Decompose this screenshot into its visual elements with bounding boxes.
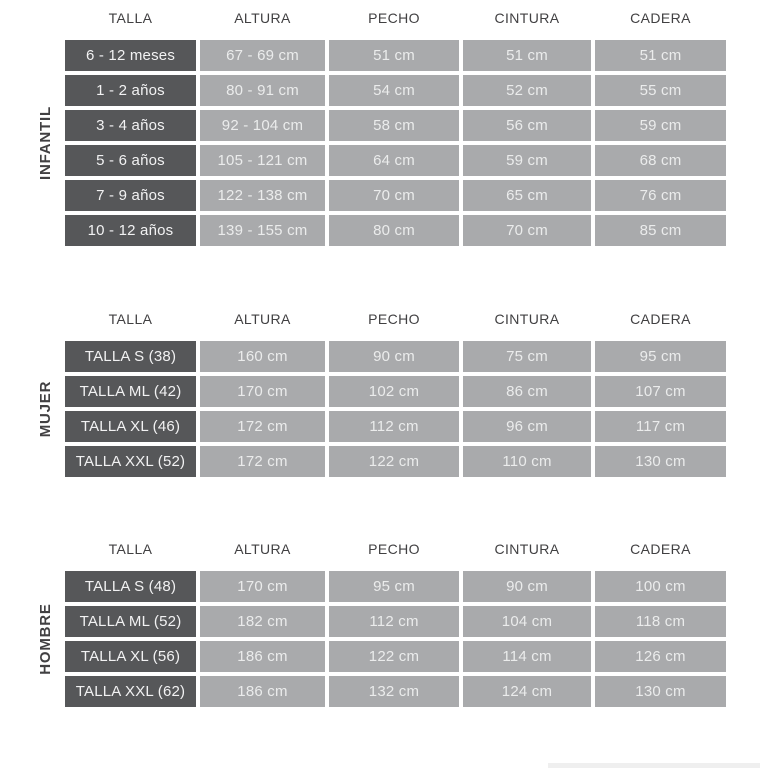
cintura-cell: 114 cm xyxy=(463,641,591,672)
cadera-cell: 95 cm xyxy=(595,341,726,372)
altura-cell: 160 cm xyxy=(200,341,325,372)
column-header-talla: TALLA xyxy=(108,310,153,327)
pecho-cell: 90 cm xyxy=(329,341,459,372)
column-header-cadera: CADERA xyxy=(630,540,691,557)
table-row xyxy=(65,641,726,672)
altura-cell: 170 cm xyxy=(200,376,325,407)
watermark-remnant xyxy=(548,763,760,768)
pecho-cell: 51 cm xyxy=(329,40,459,71)
altura-cell: 122 - 138 cm xyxy=(200,180,325,211)
column-header-altura: ALTURA xyxy=(234,540,291,557)
altura-cell: 172 cm xyxy=(200,446,325,477)
cintura-cell: 110 cm xyxy=(463,446,591,477)
column-headers xyxy=(65,537,726,560)
cintura-cell: 65 cm xyxy=(463,180,591,211)
cintura-cell: 51 cm xyxy=(463,40,591,71)
talla-cell: TALLA ML (52) xyxy=(65,606,196,637)
altura-cell: 186 cm xyxy=(200,641,325,672)
cadera-cell: 107 cm xyxy=(595,376,726,407)
table-row xyxy=(65,676,726,707)
table-row xyxy=(65,571,726,602)
cadera-cell: 85 cm xyxy=(595,215,726,246)
altura-cell: 172 cm xyxy=(200,411,325,442)
talla-cell: 3 - 4 años xyxy=(65,110,196,141)
cintura-cell: 90 cm xyxy=(463,571,591,602)
table-row xyxy=(65,341,726,372)
group-label-hombre: HOMBRE xyxy=(37,603,54,675)
talla-cell: 10 - 12 años xyxy=(65,215,196,246)
talla-cell: TALLA S (48) xyxy=(65,571,196,602)
column-header-pecho: PECHO xyxy=(368,310,420,327)
column-header-talla: TALLA xyxy=(108,540,153,557)
pecho-cell: 122 cm xyxy=(329,446,459,477)
column-header-cintura: CINTURA xyxy=(494,9,560,26)
altura-cell: 186 cm xyxy=(200,676,325,707)
cintura-cell: 70 cm xyxy=(463,215,591,246)
table-row xyxy=(65,145,726,176)
table-row xyxy=(65,446,726,477)
table-row xyxy=(65,411,726,442)
pecho-cell: 112 cm xyxy=(329,411,459,442)
table-infantil xyxy=(37,6,726,250)
altura-cell: 67 - 69 cm xyxy=(200,40,325,71)
column-header-talla: TALLA xyxy=(108,9,153,26)
table-row xyxy=(65,606,726,637)
table-mujer xyxy=(37,307,726,481)
talla-cell: 1 - 2 años xyxy=(65,75,196,106)
altura-cell: 92 - 104 cm xyxy=(200,110,325,141)
pecho-cell: 95 cm xyxy=(329,571,459,602)
cintura-cell: 104 cm xyxy=(463,606,591,637)
column-header-pecho: PECHO xyxy=(368,9,420,26)
cadera-cell: 76 cm xyxy=(595,180,726,211)
pecho-cell: 58 cm xyxy=(329,110,459,141)
pecho-cell: 122 cm xyxy=(329,641,459,672)
cintura-cell: 52 cm xyxy=(463,75,591,106)
column-headers xyxy=(65,307,726,330)
cintura-cell: 86 cm xyxy=(463,376,591,407)
cadera-cell: 68 cm xyxy=(595,145,726,176)
column-header-cintura: CINTURA xyxy=(494,540,560,557)
altura-cell: 139 - 155 cm xyxy=(200,215,325,246)
table-row xyxy=(65,75,726,106)
table-row xyxy=(65,110,726,141)
talla-cell: 7 - 9 años xyxy=(65,180,196,211)
table-row xyxy=(65,180,726,211)
talla-cell: TALLA XL (56) xyxy=(65,641,196,672)
cintura-cell: 75 cm xyxy=(463,341,591,372)
pecho-cell: 132 cm xyxy=(329,676,459,707)
pecho-cell: 54 cm xyxy=(329,75,459,106)
table-row xyxy=(65,215,726,246)
column-header-cadera: CADERA xyxy=(630,310,691,327)
cadera-cell: 55 cm xyxy=(595,75,726,106)
pecho-cell: 112 cm xyxy=(329,606,459,637)
table-hombre xyxy=(37,537,726,711)
column-header-altura: ALTURA xyxy=(234,310,291,327)
column-header-cadera: CADERA xyxy=(630,9,691,26)
column-header-altura: ALTURA xyxy=(234,9,291,26)
altura-cell: 80 - 91 cm xyxy=(200,75,325,106)
cintura-cell: 56 cm xyxy=(463,110,591,141)
pecho-cell: 102 cm xyxy=(329,376,459,407)
cadera-cell: 59 cm xyxy=(595,110,726,141)
talla-cell: 5 - 6 años xyxy=(65,145,196,176)
column-header-cintura: CINTURA xyxy=(494,310,560,327)
pecho-cell: 70 cm xyxy=(329,180,459,211)
column-headers xyxy=(65,6,726,29)
altura-cell: 105 - 121 cm xyxy=(200,145,325,176)
talla-cell: 6 - 12 meses xyxy=(65,40,196,71)
pecho-cell: 80 cm xyxy=(329,215,459,246)
altura-cell: 182 cm xyxy=(200,606,325,637)
cadera-cell: 118 cm xyxy=(595,606,726,637)
talla-cell: TALLA XXL (62) xyxy=(65,676,196,707)
talla-cell: TALLA XL (46) xyxy=(65,411,196,442)
altura-cell: 170 cm xyxy=(200,571,325,602)
group-label-infantil: INFANTIL xyxy=(37,106,54,180)
cadera-cell: 117 cm xyxy=(595,411,726,442)
talla-cell: TALLA XXL (52) xyxy=(65,446,196,477)
pecho-cell: 64 cm xyxy=(329,145,459,176)
table-row xyxy=(65,376,726,407)
cadera-cell: 51 cm xyxy=(595,40,726,71)
cintura-cell: 96 cm xyxy=(463,411,591,442)
cadera-cell: 126 cm xyxy=(595,641,726,672)
cadera-cell: 130 cm xyxy=(595,446,726,477)
cadera-cell: 100 cm xyxy=(595,571,726,602)
cadera-cell: 130 cm xyxy=(595,676,726,707)
cintura-cell: 59 cm xyxy=(463,145,591,176)
talla-cell: TALLA ML (42) xyxy=(65,376,196,407)
group-label-mujer: MUJER xyxy=(37,380,54,438)
talla-cell: TALLA S (38) xyxy=(65,341,196,372)
table-row xyxy=(65,40,726,71)
cintura-cell: 124 cm xyxy=(463,676,591,707)
column-header-pecho: PECHO xyxy=(368,540,420,557)
